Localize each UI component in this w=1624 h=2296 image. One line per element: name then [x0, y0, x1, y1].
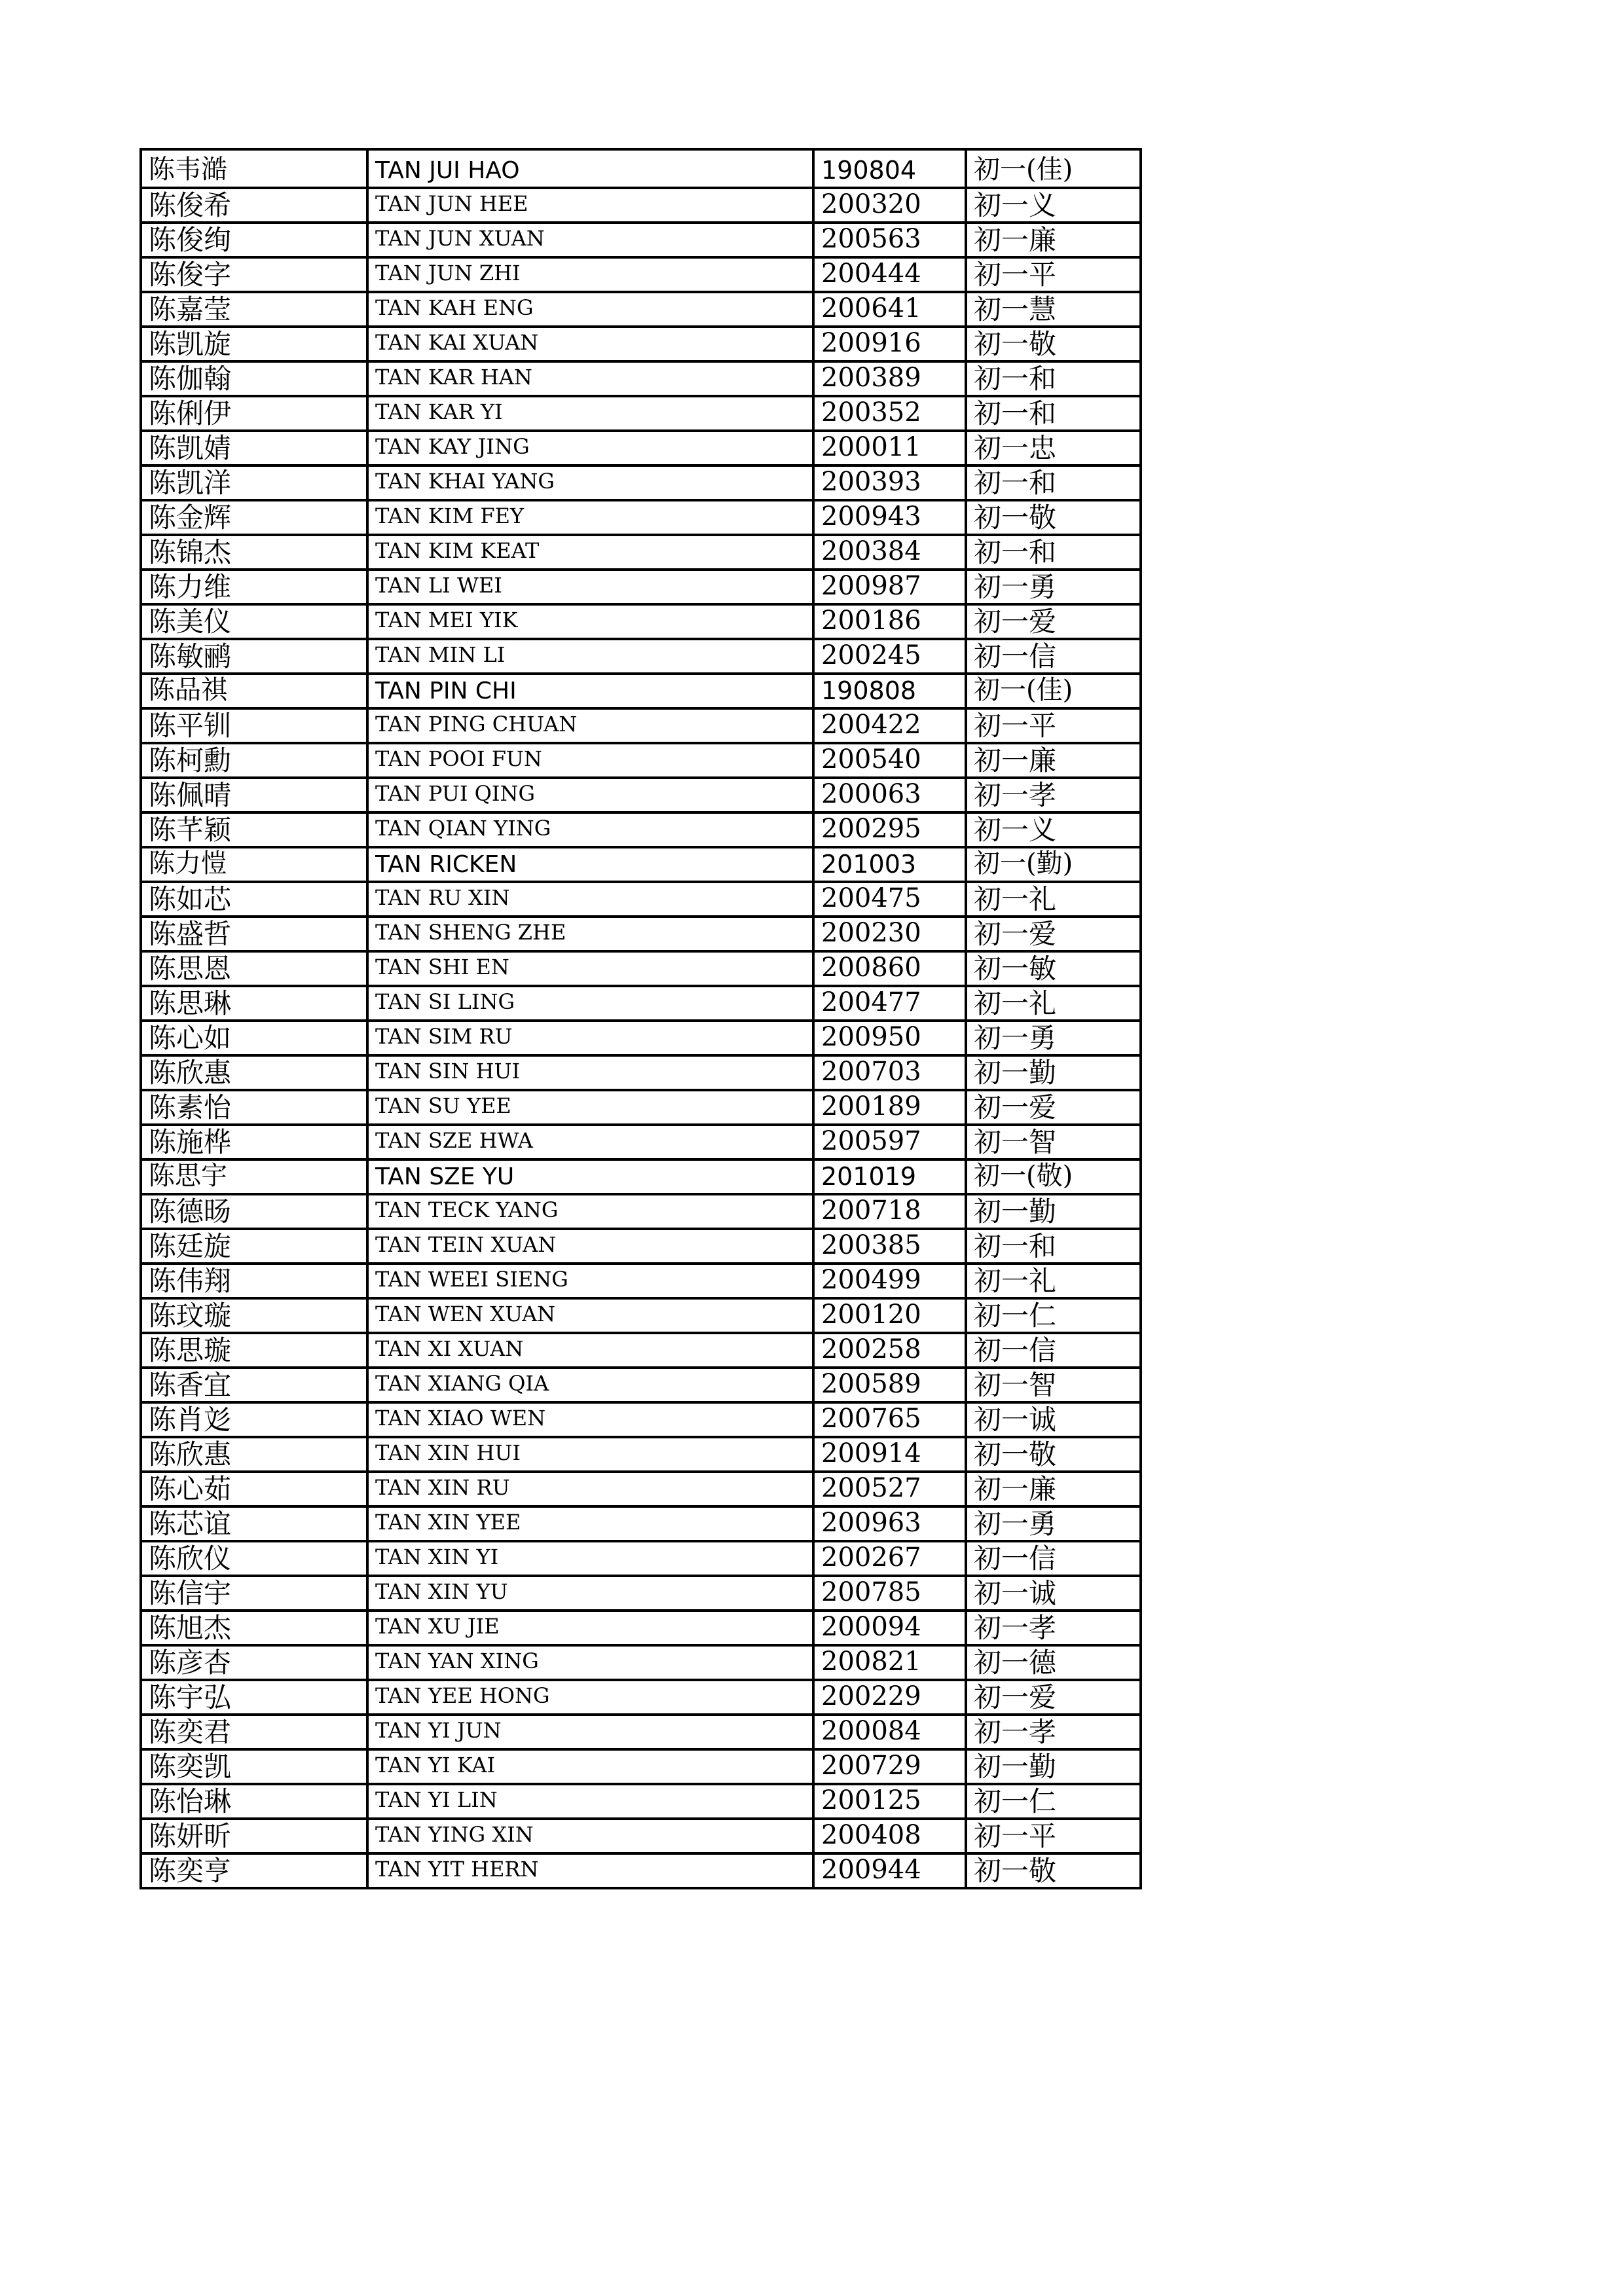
table-row: [141, 1090, 1141, 1125]
table-row: [141, 1472, 1141, 1506]
english-name-cell: TAN YI KAI: [367, 1749, 813, 1784]
english-name-cell: TAN PIN CHI: [367, 674, 813, 708]
chinese-name-cell: 陈德旸: [141, 1194, 367, 1229]
table-row: [141, 149, 1141, 188]
student-id-cell: 200860: [813, 951, 966, 986]
student-id-cell: 200258: [813, 1333, 966, 1368]
english-name-cell: TAN QIAN YING: [367, 812, 813, 847]
student-id-cell: 200477: [813, 986, 966, 1021]
chinese-name-cell: 陈肖彣: [141, 1402, 367, 1437]
class-cell: 初一仁: [966, 1784, 1141, 1819]
class-cell: 初一礼: [966, 1264, 1141, 1298]
table-row: [141, 1125, 1141, 1159]
english-name-cell: TAN PUI QING: [367, 778, 813, 812]
class-cell: 初一信: [966, 639, 1141, 674]
student-list-body: [141, 149, 1141, 1888]
student-id-cell: 200821: [813, 1645, 966, 1680]
chinese-name-cell: 陈廷旋: [141, 1229, 367, 1264]
student-list-table: [139, 148, 1142, 1889]
english-name-cell: TAN KAH ENG: [367, 292, 813, 327]
english-name-cell: TAN PING CHUAN: [367, 708, 813, 743]
class-cell: 初一爱: [966, 917, 1141, 951]
class-cell: 初一爱: [966, 1680, 1141, 1715]
table-row: [141, 1229, 1141, 1264]
class-cell: 初一(勤): [966, 847, 1141, 882]
class-cell: 初一和: [966, 535, 1141, 570]
table-row: [141, 465, 1141, 500]
class-cell: 初一爱: [966, 604, 1141, 639]
class-cell: 初一诚: [966, 1402, 1141, 1437]
table-row: [141, 917, 1141, 951]
class-cell: 初一勇: [966, 1021, 1141, 1055]
class-cell: 初一义: [966, 812, 1141, 847]
english-name-cell: TAN YING XIN: [367, 1819, 813, 1853]
english-name-cell: TAN XIN YI: [367, 1541, 813, 1576]
class-cell: 初一平: [966, 708, 1141, 743]
chinese-name-cell: 陈盛哲: [141, 917, 367, 951]
chinese-name-cell: 陈怡琳: [141, 1784, 367, 1819]
student-id-cell: 201019: [813, 1159, 966, 1194]
english-name-cell: TAN MEI YIK: [367, 604, 813, 639]
student-id-cell: 200320: [813, 188, 966, 223]
class-cell: 初一敬: [966, 500, 1141, 535]
student-id-cell: 200063: [813, 778, 966, 812]
class-cell: 初一敬: [966, 1853, 1141, 1888]
class-cell: 初一和: [966, 361, 1141, 396]
chinese-name-cell: 陈思琳: [141, 986, 367, 1021]
english-name-cell: TAN XIN YU: [367, 1576, 813, 1611]
class-cell: 初一和: [966, 465, 1141, 500]
chinese-name-cell: 陈敏鹂: [141, 639, 367, 674]
table-row: [141, 986, 1141, 1021]
student-id-cell: 200229: [813, 1680, 966, 1715]
student-id-cell: 200384: [813, 535, 966, 570]
class-cell: 初一廉: [966, 223, 1141, 257]
class-cell: 初一孝: [966, 1715, 1141, 1749]
english-name-cell: TAN TECK YANG: [367, 1194, 813, 1229]
chinese-name-cell: 陈玟璇: [141, 1298, 367, 1333]
student-id-cell: 200963: [813, 1506, 966, 1541]
chinese-name-cell: 陈凯旋: [141, 327, 367, 361]
table-row: [141, 708, 1141, 743]
table-row: [141, 847, 1141, 882]
english-name-cell: TAN SZE HWA: [367, 1125, 813, 1159]
student-id-cell: 200245: [813, 639, 966, 674]
chinese-name-cell: 陈如芯: [141, 882, 367, 917]
student-id-cell: 200408: [813, 1819, 966, 1853]
student-id-cell: 200765: [813, 1402, 966, 1437]
student-id-cell: 200540: [813, 743, 966, 778]
chinese-name-cell: 陈思璇: [141, 1333, 367, 1368]
table-row: [141, 1333, 1141, 1368]
class-cell: 初一勤: [966, 1749, 1141, 1784]
english-name-cell: TAN YI JUN: [367, 1715, 813, 1749]
table-row: [141, 431, 1141, 465]
table-row: [141, 951, 1141, 986]
student-id-cell: 200444: [813, 257, 966, 292]
table-row: [141, 1541, 1141, 1576]
english-name-cell: TAN XIN YEE: [367, 1506, 813, 1541]
student-id-cell: 200718: [813, 1194, 966, 1229]
student-id-cell: 190804: [813, 149, 966, 188]
table-row: [141, 1784, 1141, 1819]
chinese-name-cell: 陈芯谊: [141, 1506, 367, 1541]
table-row: [141, 1402, 1141, 1437]
student-id-cell: 200527: [813, 1472, 966, 1506]
student-id-cell: 200563: [813, 223, 966, 257]
student-id-cell: 201003: [813, 847, 966, 882]
table-row: [141, 570, 1141, 604]
english-name-cell: TAN KHAI YANG: [367, 465, 813, 500]
chinese-name-cell: 陈力愷: [141, 847, 367, 882]
english-name-cell: TAN JUN XUAN: [367, 223, 813, 257]
chinese-name-cell: 陈俊字: [141, 257, 367, 292]
class-cell: 初一勇: [966, 570, 1141, 604]
chinese-name-cell: 陈柯勳: [141, 743, 367, 778]
class-cell: 初一诚: [966, 1576, 1141, 1611]
class-cell: 初一爱: [966, 1090, 1141, 1125]
student-id-cell: 200186: [813, 604, 966, 639]
class-cell: 初一礼: [966, 986, 1141, 1021]
table-row: [141, 1576, 1141, 1611]
class-cell: 初一信: [966, 1333, 1141, 1368]
student-id-cell: 190808: [813, 674, 966, 708]
chinese-name-cell: 陈凯洋: [141, 465, 367, 500]
table-row: [141, 1021, 1141, 1055]
table-row: [141, 1749, 1141, 1784]
class-cell: 初一廉: [966, 743, 1141, 778]
english-name-cell: TAN SHI EN: [367, 951, 813, 986]
table-row: [141, 743, 1141, 778]
english-name-cell: TAN XU JIE: [367, 1611, 813, 1645]
chinese-name-cell: 陈宇弘: [141, 1680, 367, 1715]
chinese-name-cell: 陈妍昕: [141, 1819, 367, 1853]
chinese-name-cell: 陈旭杰: [141, 1611, 367, 1645]
english-name-cell: TAN TEIN XUAN: [367, 1229, 813, 1264]
english-name-cell: TAN KAI XUAN: [367, 327, 813, 361]
english-name-cell: TAN POOI FUN: [367, 743, 813, 778]
table-row: [141, 1611, 1141, 1645]
english-name-cell: TAN SU YEE: [367, 1090, 813, 1125]
student-id-cell: 200385: [813, 1229, 966, 1264]
english-name-cell: TAN KIM FEY: [367, 500, 813, 535]
chinese-name-cell: 陈韦澔: [141, 149, 367, 188]
student-id-cell: 200641: [813, 292, 966, 327]
table-row: [141, 257, 1141, 292]
table-row: [141, 396, 1141, 431]
student-id-cell: 200393: [813, 465, 966, 500]
table-row: [141, 188, 1141, 223]
class-cell: 初一勇: [966, 1506, 1141, 1541]
student-id-cell: 200916: [813, 327, 966, 361]
class-cell: 初一(敬): [966, 1159, 1141, 1194]
table-row: [141, 1194, 1141, 1229]
chinese-name-cell: 陈金辉: [141, 500, 367, 535]
student-id-cell: 200987: [813, 570, 966, 604]
table-row: [141, 1853, 1141, 1888]
english-name-cell: TAN YAN XING: [367, 1645, 813, 1680]
table-row: [141, 812, 1141, 847]
english-name-cell: TAN YI LIN: [367, 1784, 813, 1819]
table-row: [141, 1368, 1141, 1402]
table-row: [141, 292, 1141, 327]
student-id-cell: 200499: [813, 1264, 966, 1298]
chinese-name-cell: 陈品祺: [141, 674, 367, 708]
english-name-cell: TAN YIT HERN: [367, 1853, 813, 1888]
chinese-name-cell: 陈彦杏: [141, 1645, 367, 1680]
english-name-cell: TAN KAY JING: [367, 431, 813, 465]
class-cell: 初一和: [966, 396, 1141, 431]
student-id-cell: 200422: [813, 708, 966, 743]
table-row: [141, 674, 1141, 708]
english-name-cell: TAN XIAO WEN: [367, 1402, 813, 1437]
chinese-name-cell: 陈力维: [141, 570, 367, 604]
student-id-cell: 200125: [813, 1784, 966, 1819]
class-cell: 初一忠: [966, 431, 1141, 465]
table-row: [141, 1680, 1141, 1715]
table-row: [141, 327, 1141, 361]
chinese-name-cell: 陈施桦: [141, 1125, 367, 1159]
chinese-name-cell: 陈嘉莹: [141, 292, 367, 327]
student-id-cell: 200475: [813, 882, 966, 917]
chinese-name-cell: 陈素怡: [141, 1090, 367, 1125]
student-id-cell: 200011: [813, 431, 966, 465]
table-row: [141, 1819, 1141, 1853]
english-name-cell: TAN SHENG ZHE: [367, 917, 813, 951]
english-name-cell: TAN LI WEI: [367, 570, 813, 604]
class-cell: 初一德: [966, 1645, 1141, 1680]
table-row: [141, 1159, 1141, 1194]
student-id-cell: 200944: [813, 1853, 966, 1888]
class-cell: 初一敬: [966, 327, 1141, 361]
student-id-cell: 200729: [813, 1749, 966, 1784]
english-name-cell: TAN SI LING: [367, 986, 813, 1021]
english-name-cell: TAN YEE HONG: [367, 1680, 813, 1715]
table-row: [141, 1055, 1141, 1090]
chinese-name-cell: 陈思宇: [141, 1159, 367, 1194]
class-cell: 初一勤: [966, 1055, 1141, 1090]
english-name-cell: TAN JUI HAO: [367, 149, 813, 188]
table-row: [141, 1437, 1141, 1472]
student-id-cell: 200943: [813, 500, 966, 535]
english-name-cell: TAN XIN RU: [367, 1472, 813, 1506]
class-cell: 初一智: [966, 1368, 1141, 1402]
table-row: [141, 500, 1141, 535]
class-cell: 初一廉: [966, 1472, 1141, 1506]
student-id-cell: 200295: [813, 812, 966, 847]
class-cell: 初一(佳): [966, 149, 1141, 188]
student-id-cell: 200120: [813, 1298, 966, 1333]
class-cell: 初一敏: [966, 951, 1141, 986]
table-row: [141, 535, 1141, 570]
student-id-cell: 200230: [813, 917, 966, 951]
chinese-name-cell: 陈凯婧: [141, 431, 367, 465]
chinese-name-cell: 陈欣惠: [141, 1437, 367, 1472]
chinese-name-cell: 陈锦杰: [141, 535, 367, 570]
student-id-cell: 200785: [813, 1576, 966, 1611]
chinese-name-cell: 陈芊颖: [141, 812, 367, 847]
table-row: [141, 1506, 1141, 1541]
english-name-cell: TAN WEN XUAN: [367, 1298, 813, 1333]
class-cell: 初一平: [966, 257, 1141, 292]
student-id-cell: 200189: [813, 1090, 966, 1125]
class-cell: 初一敬: [966, 1437, 1141, 1472]
english-name-cell: TAN RICKEN: [367, 847, 813, 882]
student-id-cell: 200094: [813, 1611, 966, 1645]
english-name-cell: TAN RU XIN: [367, 882, 813, 917]
student-id-cell: 200084: [813, 1715, 966, 1749]
chinese-name-cell: 陈伟翔: [141, 1264, 367, 1298]
student-id-cell: 200389: [813, 361, 966, 396]
chinese-name-cell: 陈欣仪: [141, 1541, 367, 1576]
chinese-name-cell: 陈俊绚: [141, 223, 367, 257]
student-id-cell: 200352: [813, 396, 966, 431]
english-name-cell: TAN WEEI SIENG: [367, 1264, 813, 1298]
english-name-cell: TAN SIN HUI: [367, 1055, 813, 1090]
chinese-name-cell: 陈奕凯: [141, 1749, 367, 1784]
student-id-cell: 200597: [813, 1125, 966, 1159]
table-row: [141, 361, 1141, 396]
class-cell: 初一勤: [966, 1194, 1141, 1229]
chinese-name-cell: 陈平钏: [141, 708, 367, 743]
class-cell: 初一礼: [966, 882, 1141, 917]
english-name-cell: TAN SZE YU: [367, 1159, 813, 1194]
english-name-cell: TAN SIM RU: [367, 1021, 813, 1055]
class-cell: 初一仁: [966, 1298, 1141, 1333]
table-row: [141, 1264, 1141, 1298]
class-cell: 初一智: [966, 1125, 1141, 1159]
student-id-cell: 200267: [813, 1541, 966, 1576]
chinese-name-cell: 陈俐伊: [141, 396, 367, 431]
table-row: [141, 882, 1141, 917]
chinese-name-cell: 陈心茹: [141, 1472, 367, 1506]
chinese-name-cell: 陈心如: [141, 1021, 367, 1055]
student-id-cell: 200914: [813, 1437, 966, 1472]
table-row: [141, 223, 1141, 257]
english-name-cell: TAN KIM KEAT: [367, 535, 813, 570]
chinese-name-cell: 陈香宜: [141, 1368, 367, 1402]
english-name-cell: TAN XI XUAN: [367, 1333, 813, 1368]
student-id-cell: 200703: [813, 1055, 966, 1090]
class-cell: 初一(佳): [966, 674, 1141, 708]
student-id-cell: 200950: [813, 1021, 966, 1055]
table-row: [141, 1645, 1141, 1680]
chinese-name-cell: 陈思恩: [141, 951, 367, 986]
class-cell: 初一义: [966, 188, 1141, 223]
class-cell: 初一孝: [966, 1611, 1141, 1645]
chinese-name-cell: 陈伽翰: [141, 361, 367, 396]
class-cell: 初一慧: [966, 292, 1141, 327]
english-name-cell: TAN KAR YI: [367, 396, 813, 431]
english-name-cell: TAN XIN HUI: [367, 1437, 813, 1472]
table-row: [141, 778, 1141, 812]
english-name-cell: TAN JUN ZHI: [367, 257, 813, 292]
chinese-name-cell: 陈奕君: [141, 1715, 367, 1749]
table-row: [141, 1715, 1141, 1749]
table-row: [141, 639, 1141, 674]
chinese-name-cell: 陈俊希: [141, 188, 367, 223]
class-cell: 初一平: [966, 1819, 1141, 1853]
chinese-name-cell: 陈美仪: [141, 604, 367, 639]
chinese-name-cell: 陈欣惠: [141, 1055, 367, 1090]
chinese-name-cell: 陈奕亨: [141, 1853, 367, 1888]
chinese-name-cell: 陈佩晴: [141, 778, 367, 812]
english-name-cell: TAN KAR HAN: [367, 361, 813, 396]
english-name-cell: TAN MIN LI: [367, 639, 813, 674]
chinese-name-cell: 陈信宇: [141, 1576, 367, 1611]
class-cell: 初一孝: [966, 778, 1141, 812]
student-id-cell: 200589: [813, 1368, 966, 1402]
english-name-cell: TAN XIANG QIA: [367, 1368, 813, 1402]
english-name-cell: TAN JUN HEE: [367, 188, 813, 223]
class-cell: 初一信: [966, 1541, 1141, 1576]
table-row: [141, 604, 1141, 639]
class-cell: 初一和: [966, 1229, 1141, 1264]
table-row: [141, 1298, 1141, 1333]
